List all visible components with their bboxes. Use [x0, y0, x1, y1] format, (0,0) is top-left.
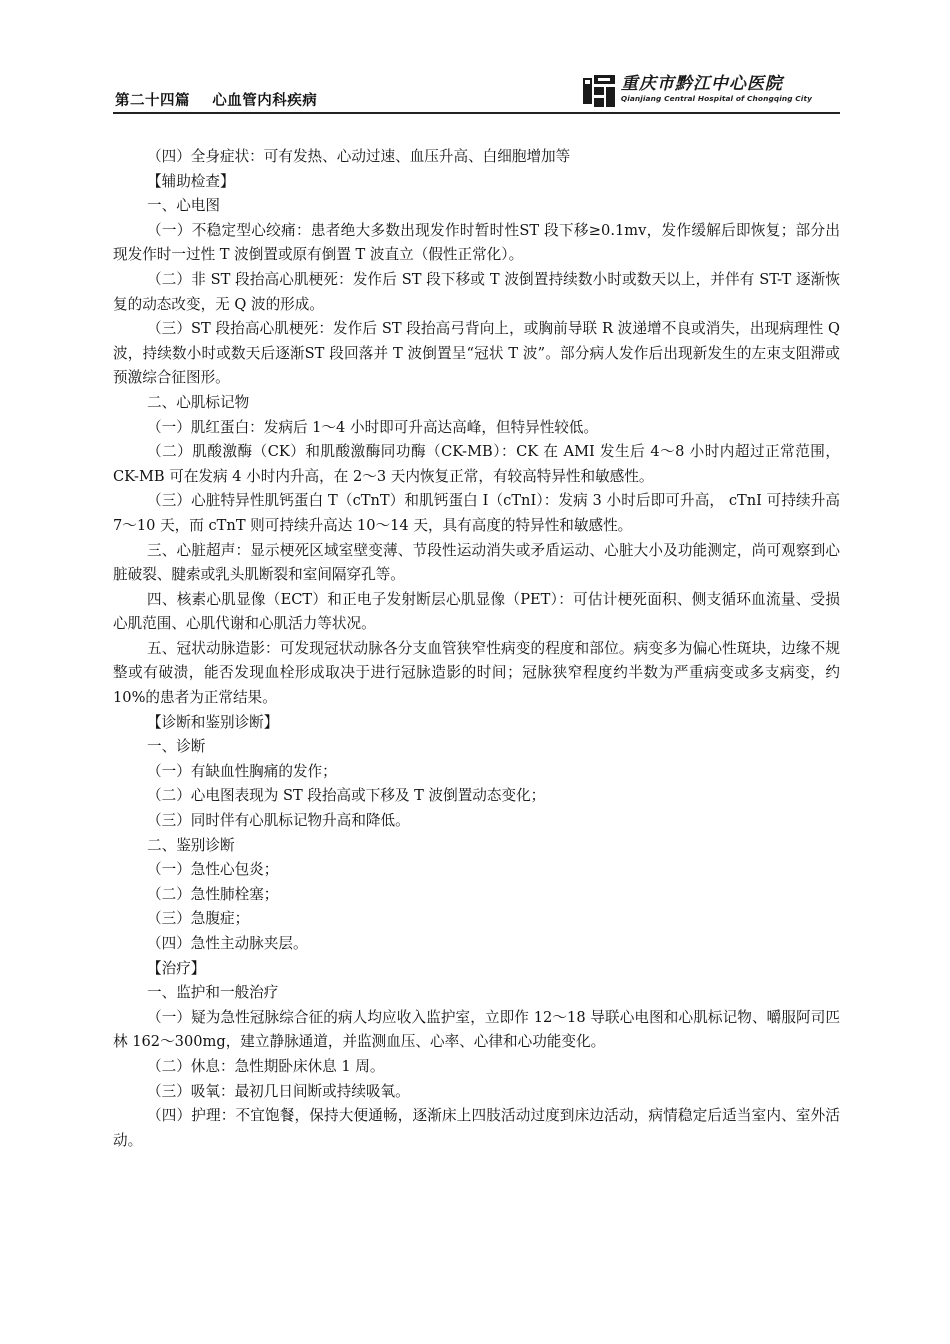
paragraph: （三）吸氧：最初几日间断或持续吸氧。 [147, 1082, 410, 1100]
subsection-heading: 二、心肌标记物 [147, 393, 250, 411]
paragraph: （二）休息：急性期卧床休息 1 周。 [147, 1057, 385, 1075]
paragraph: 四、核素心肌显像（ECT）和正电子发射断层心肌显像（PET）：可估计梗死面积、侧支循环血流量、受损心肌范围、心肌代谢和心肌活力等状况。 [113, 590, 840, 633]
paragraph: （一）疑为急性冠脉综合征的病人均应收入监护室，立即作 12～18 导联心电图和心肌标记物、嚼服阿司匹林 162～300mg，建立静脉通道，并监测血压、心率、心律和心功能变化。 [113, 1008, 840, 1051]
list-item: （三）急腹症； [147, 910, 250, 928]
paragraph: （一）肌红蛋白：发病后 1～4 小时即可升高达高峰，但特异性较低。 [147, 418, 599, 436]
paragraph: （四）护理：不宜饱餐，保持大便通畅，逐渐床上四肢活动过度到床边活动，病情稳定后适当室内、室外活动。 [113, 1107, 840, 1149]
list-item: （三）同时伴有心肌标记物升高和降低。 [147, 812, 410, 830]
section-heading: 【治疗】 [147, 959, 206, 977]
page-header [113, 66, 840, 114]
list-item: （一）有缺血性胸痛的发作； [147, 762, 337, 780]
section-heading: 【辅助检查】 [147, 172, 235, 190]
paragraph: （三）心脏特异性肌钙蛋白 T（cTnT）和肌钙蛋白 I（cTnI）：发病 3 小时后即可升高， cTnI 可持续升高 7～10 天，而 cTnT 则可持续升高达 10～14 天，具有高度的特异性和敏感性。 [113, 492, 840, 534]
paragraph: （四）全身症状：可有发热、心动过速、血压升高、白细胞增加等 [147, 148, 571, 165]
subsection-heading: 二、鉴别诊断 [147, 836, 235, 854]
logo-english-name: Qianjiang Central Hospital of Chongqing City [620, 94, 812, 103]
paragraph: （一）不稳定型心绞痛：患者绝大多数出现发作时暂时性ST 段下移≥0.1mv，发作缓解后即恢复；部分出现发作时一过性 T 波倒置或原有倒置 T 波直立（假性正常化）。 [113, 221, 840, 264]
subsection-heading: 一、诊断 [147, 738, 206, 756]
list-item: （四）急性主动脉夹层。 [147, 935, 308, 952]
document-body [113, 145, 840, 1153]
paragraph: （三）ST 段抬高心肌梗死：发作后 ST 段抬高弓背向上，或胸前导联 R 波递增不良或消失，出现病理性 Q 波，持续数小时或数天后逐渐ST 段回落并 T 波倒置呈“冠状 T 波”。部分病人发作后出现新发生的左束支阻滞或预激综合征图形。 [113, 320, 840, 387]
paragraph: （二）肌酸激酶（CK）和肌酸激酶同功酶（CK-MB）：CK 在 AMI 发生后 4～8 小时内超过正常范围，CK-MB 可在发病 4 小时内升高，在 2～3 天内恢复正常，有较高特异性和敏感性。 [113, 443, 840, 485]
list-item: （二）心电图表现为 ST 段抬高或下移及 T 波倒置动态变化； [147, 787, 546, 805]
list-item: （二）急性肺栓塞； [147, 885, 279, 903]
logo-chinese-name: 重庆市黔江中心医院 [620, 74, 783, 94]
hospital-emblem-icon [581, 74, 617, 108]
header-divider [113, 112, 840, 114]
subsection-heading: 一、监护和一般治疗 [147, 984, 279, 1002]
section-title: 第二十四篇 心血管内科疾病 [115, 93, 318, 109]
hospital-logo [581, 74, 812, 110]
paragraph: 五、冠状动脉造影：可发现冠状动脉各分支血管狭窄性病变的程度和部位。病变多为偏心性斑块，边缘不规整或有破溃，能否发现血栓形成取决于进行冠脉造影的时间；冠脉狭窄程度约半数为严重病变或多支病变，约 10%的患者为正常结果。 [113, 639, 840, 707]
list-item: （一）急性心包炎； [147, 861, 279, 879]
paragraph: （二）非 ST 段抬高心肌梗死：发作后 ST 段下移或 T 波倒置持续数小时或数天以上，并伴有 ST-T 逐渐恢复的动态改变，无 Q 波的形成。 [113, 270, 840, 313]
section-heading: 【诊断和鉴别诊断】 [147, 713, 279, 731]
paragraph: 三、心脏超声：显示梗死区域室壁变薄、节段性运动消失或矛盾运动、心脏大小及功能测定，尚可观察到心脏破裂、腱索或乳头肌断裂和室间隔穿孔等。 [113, 541, 840, 584]
subsection-heading: 一、心电图 [147, 197, 220, 215]
